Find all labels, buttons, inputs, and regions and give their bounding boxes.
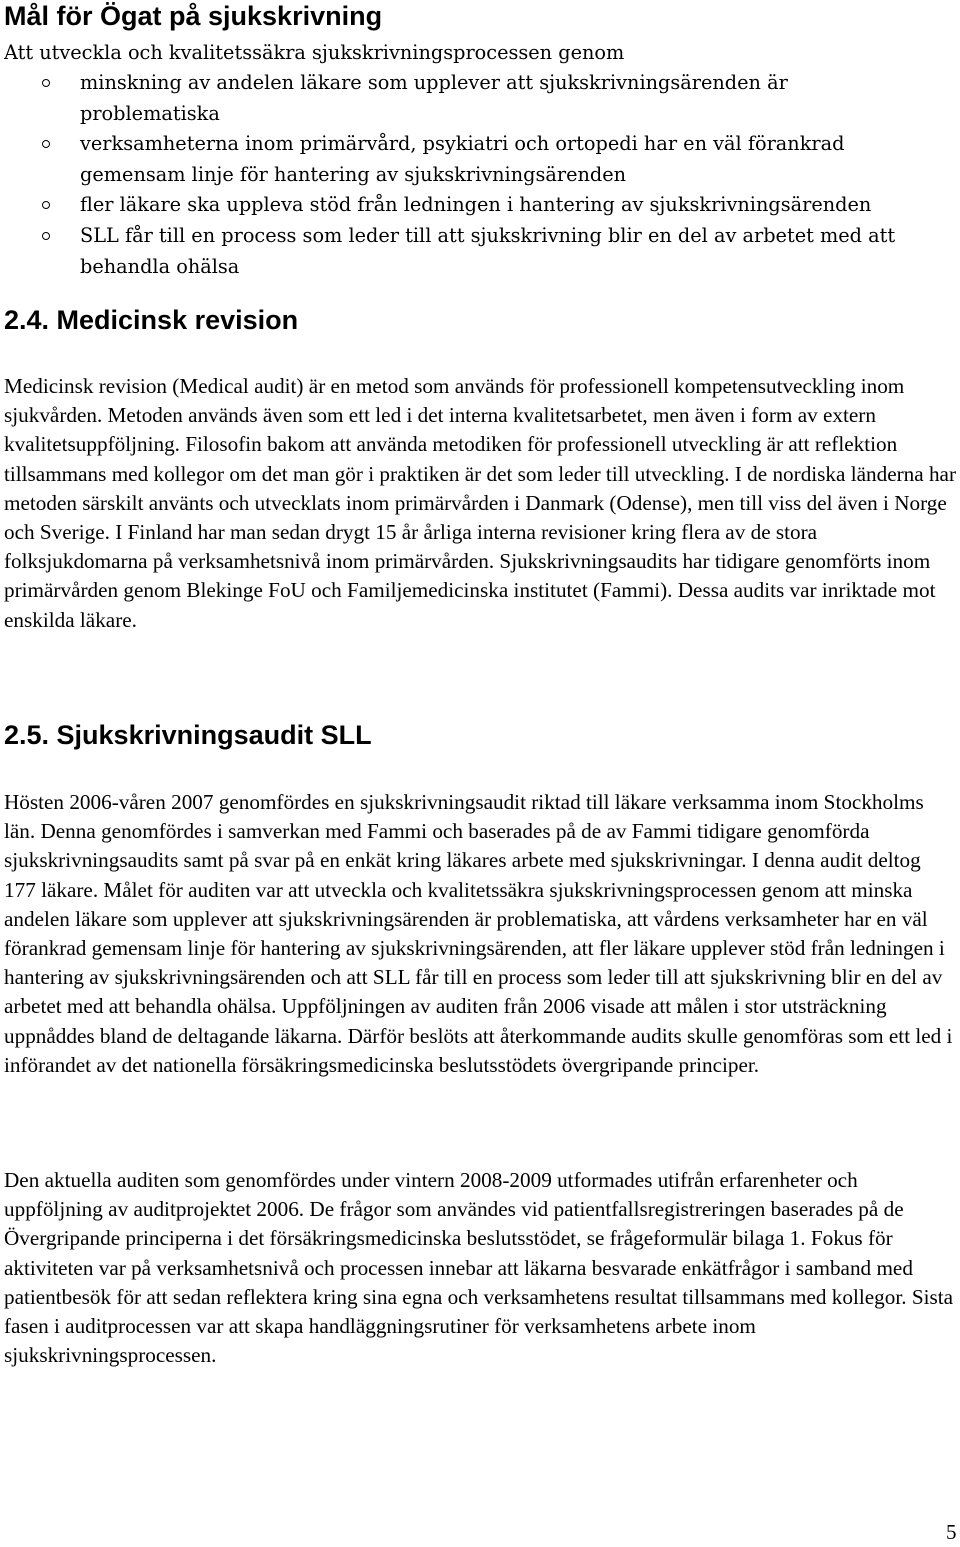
hollow-bullet-icon xyxy=(42,232,50,240)
list-item xyxy=(0,129,920,190)
list-item-text: verksamheterna inom primärvård, psykiatri och ortopedi har en väl förankrad gemensam linje för hantering av sjukskrivningsärenden xyxy=(80,132,845,186)
list-item-text: fler läkare ska uppleva stöd från ledningen i hantering av sjukskrivningsärenden xyxy=(80,193,872,217)
list-item xyxy=(0,190,920,221)
paragraph-medicinsk-revision: Medicinsk revision (Medical audit) är en metod som används för professionell kompetensutveckling inom sjukvården. Metoden används även som ett led i det interna kvalitetsarbetet, men även i form av extern kvalitetsuppföljning. Filosofin bakom att använda metodiken för professionell utveckling är att reflektion tillsammans med kollegor om det man gör i praktiken är det som leder till utveckling. I de nordiska länderna har metoden särskilt använts och utvecklats inom primärvården i Danmark (Odense), men till viss del även i Norge och Sverige. I Finland har man sedan drygt 15 år årliga interna revisioner kring flera av de stora folksjukdomarna på verksamhetsnivå inom primärvården. Sjukskrivningsaudits har tidigare genomförts inom primärvården genom Blekinge FoU och Familjemedicinska institutet (Fammi). Dessa audits var inriktade mot enskilda läkare. xyxy=(4,374,956,632)
paragraph-sjukskrivningsaudit-1: Hösten 2006-våren 2007 genomfördes en sjukskrivningsaudit riktad till läkare verksamma inom Stockholms län. Denna genomfördes i samverkan med Fammi och baserades på de av Fammi tidigare genomförda sjukskrivningsaudits samt på svar på en enkät kring läkares arbete med sjukskrivningar. I denna audit deltog 177 läkare. Målet för auditen var att utveckla och kvalitetssäkra sjukskrivningsprocessen genom att minska andelen läkare som upplever att sjukskrivningsärenden är problematiska, att vårdens verksamheter har en väl förankrad gemensam linje för hantering av sjukskrivningsärenden, att fler läkare upplever stöd från ledningen i hantering av sjukskrivningsärenden och att SLL får till en process som leder till att sjukskrivning blir en del av arbetet med att behandla ohälsa. Uppföljningen av auditen från 2006 visade att målen i stor utsträckning uppnåddes bland de deltagande läkarna. Därför beslöts att återkommande audits skulle genomföras som ett led i införandet av det nationella försäkringsmedicinska beslutsstödets övergripande principer. xyxy=(4,790,953,1077)
section-heading-sjukskrivningsaudit: 2.5. Sjukskrivningsaudit SLL xyxy=(4,720,372,750)
heading-mal-for-ogat: Mål för Ögat på sjukskrivning xyxy=(4,1,383,31)
hollow-bullet-icon xyxy=(42,140,50,148)
paragraph-sjukskrivningsaudit-2: Den aktuella auditen som genomfördes under vintern 2008-2009 utformades utifrån erfarenheter och uppföljning av auditprojektet 2006. De frågor som användes vid patientfallsregistreringen baserades på de Övergripande principerna i det försäkringsmedicinska beslutsstödet, se frågeformulär bilaga 1. Fokus för aktiviteten var på verksamhetsnivå och processen innebar att läkarna besvarade enkätfrågor i samband med patientbesök för att sedan reflektera kring sina egna och verksamhetens resultat tillsammans med kollegor. Sista fasen i auditprocessen var att skapa handläggningsrutiner för verksamhetens arbete inom sjukskrivningsprocessen. xyxy=(4,1168,954,1368)
section-heading-medicinsk-revision: 2.4. Medicinsk revision xyxy=(4,305,299,335)
list-item-text: SLL får till en process som leder till att sjukskrivning blir en del av arbetet med att behandla ohälsa xyxy=(80,223,896,278)
list-item-text: minskning av andelen läkare som upplever att sjukskrivningsärenden är problematiska xyxy=(80,71,788,125)
list-item xyxy=(0,221,920,282)
list-item xyxy=(0,68,920,129)
hollow-bullet-icon xyxy=(42,79,50,87)
hollow-bullet-icon xyxy=(42,201,50,209)
intro-text: Att utveckla och kvalitetssäkra sjukskrivningsprocessen genom xyxy=(4,41,625,64)
goals-list xyxy=(0,68,920,282)
page-number: 5 xyxy=(946,1520,957,1544)
